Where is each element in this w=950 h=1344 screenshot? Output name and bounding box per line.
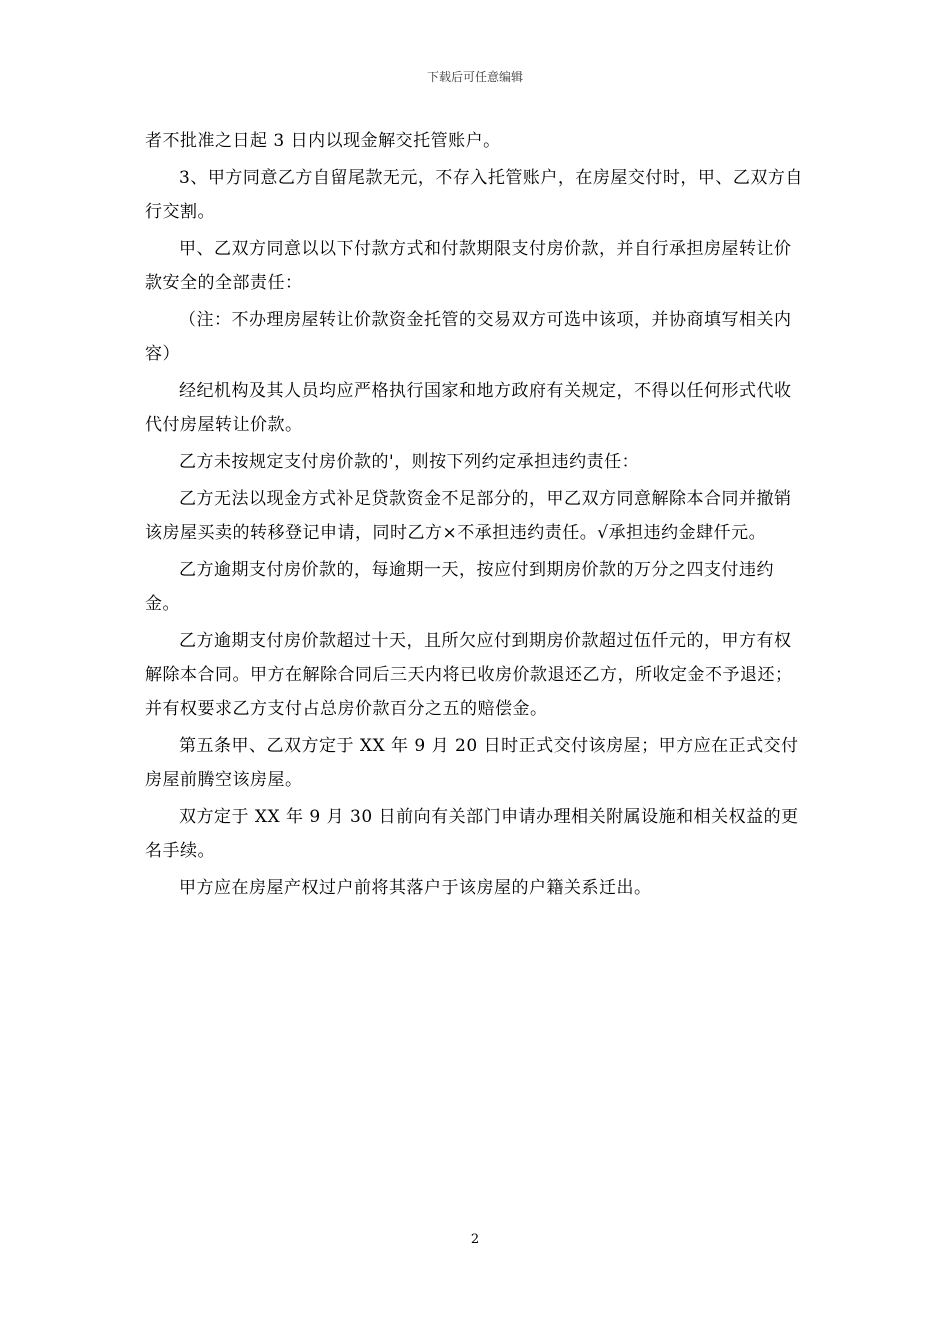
paragraph: 乙方逾期支付房价款超过十天，且所欠应付到期房价款超过伍仟元的，甲方有权解除本合同。甲方在解除合同后三天内将已收房价款退还乙方，所收定金不予退还；并有权要求乙方支付占总房价款百分之五的赔偿金。 — [145, 631, 793, 719]
paragraph: 乙方逾期支付房价款的，每逾期一天，按应付到期房价款的万分之四支付违约金。 — [145, 560, 774, 614]
page-number: 2 — [470, 1232, 480, 1247]
paragraph: 者不批准之日起 3 日内以现金解交托管账户。 — [145, 131, 501, 151]
paragraph: 经纪机构及其人员均应严格执行国家和地方政府有关规定，不得以任何形式代收代付房屋转让价款。 — [145, 381, 792, 435]
paragraph: 乙方未按规定支付房价款的'，则按下列约定承担违约责任： — [179, 452, 640, 472]
paragraph: 双方定于 XX 年 9 月 30 日前向有关部门申请办理相关附属设施和相关权益的更名手续。 — [145, 807, 799, 861]
paragraph: 甲方应在房屋产权过户前将其落户于该房屋的户籍关系迁出。 — [179, 878, 652, 898]
paragraph: 第五条甲、乙双方定于 XX 年 9 月 20 日时正式交付该房屋；甲方应在正式交付房屋前腾空该房屋。 — [145, 736, 799, 790]
paragraph: 甲、乙双方同意以以下付款方式和付款期限支付房价款，并自行承担房屋转让价款安全的全部责任： — [145, 239, 792, 293]
paragraph: 3、甲方同意乙方自留尾款无元，不存入托管账户，在房屋交付时，甲、乙双方自行交割。 — [145, 168, 803, 222]
document-body — [145, 124, 807, 908]
paragraph: 乙方无法以现金方式补足贷款资金不足部分的，甲乙双方同意解除本合同并撤销该房屋买卖的转移登记申请，同时乙方×不承担违约责任。√承担违约金肆仟元。 — [145, 489, 792, 543]
paragraph: （注：不办理房屋转让价款资金托管的交易双方可选中该项，并协商填写相关内容） — [145, 310, 792, 364]
page-header: 下载后可任意编辑 — [426, 70, 523, 84]
